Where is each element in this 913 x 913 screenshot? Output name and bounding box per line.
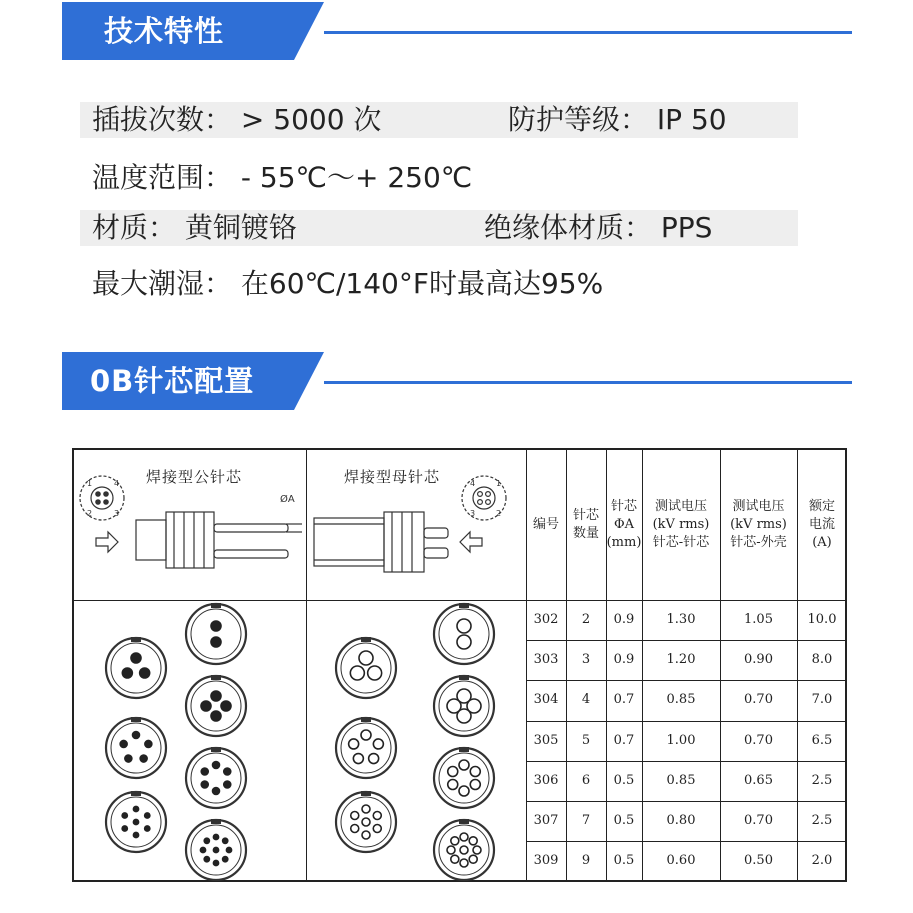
- spec-row-humidity: [80, 266, 798, 302]
- cell-pin-count: 3: [581, 652, 591, 667]
- female-face-3-pin-key: [361, 637, 371, 642]
- male-face-7-pin-pin: [133, 806, 138, 811]
- cell-voltage-pin-pin: 1.00: [666, 733, 696, 748]
- pin-number: 4: [114, 479, 120, 488]
- cell-model: 305: [533, 733, 559, 748]
- cell-voltage-pin-pin: 1.30: [666, 612, 696, 627]
- male-face-4-pin-pin: [201, 701, 211, 711]
- cell-voltage-pin-shell: 0.50: [744, 853, 773, 868]
- male-face-9-pin-pin: [223, 838, 228, 843]
- cell-model: 302: [533, 612, 559, 627]
- male-face-3-pin-pin: [131, 653, 141, 663]
- male-face-2-pin-pin: [211, 637, 221, 647]
- cell-voltage-pin-shell: 0.70: [744, 813, 773, 828]
- male-face-9-pin-pin: [204, 857, 209, 862]
- male-face-6-pin-key: [211, 747, 221, 752]
- pin-number: 2: [496, 509, 502, 518]
- male-face-7-pin-pin: [133, 832, 138, 837]
- female-face-3-pin-pin: [350, 666, 364, 680]
- spec-value: IP 50: [648, 103, 727, 136]
- spec-value: > 5000 次: [232, 103, 382, 136]
- header-pin-count: 针芯 数量: [572, 508, 599, 541]
- male-face-6-pin-pin: [213, 788, 220, 795]
- female-face-4-pin-key: [459, 675, 469, 680]
- male-face-5-pin-pin: [120, 740, 127, 747]
- female-face-7-pin-pin: [373, 825, 381, 833]
- female-face-6-pin-pin: [470, 780, 480, 790]
- female-face-9-pin-pin: [469, 837, 477, 845]
- dim-label: ØA: [280, 494, 295, 505]
- male-face-4-pin-pin: [211, 691, 221, 701]
- male-face-9-pin-key: [211, 819, 221, 824]
- male-face-6-pin-pin: [224, 768, 231, 775]
- cell-pin-diameter: 0.9: [613, 612, 635, 627]
- male-face-6-pin-pin: [201, 781, 208, 788]
- female-face-2-pin-pin: [457, 635, 471, 649]
- pin-number: 3: [114, 509, 120, 518]
- female-face-2-pin-pin: [457, 619, 471, 633]
- pin-number: 1: [496, 479, 502, 488]
- female-face-9-pin-pin: [447, 846, 455, 854]
- male-face-4-pin-pin: [211, 711, 221, 721]
- cell-pin-count: 2: [581, 612, 591, 627]
- cell-voltage-pin-shell: 1.05: [744, 612, 773, 627]
- cell-pin-diameter: 0.5: [613, 813, 635, 828]
- male-pin-title: 焊接型公针芯: [146, 468, 243, 486]
- female-face-9-pin-pin: [460, 846, 468, 854]
- female-face-9-pin-pin: [460, 833, 468, 841]
- female-face-5-pin-key: [361, 717, 371, 722]
- pins-section-title: 0B针芯配置: [62, 352, 294, 410]
- female-face-6-pin-pin: [448, 780, 458, 790]
- header-rated-current: 额定 电流 (A): [808, 499, 835, 550]
- male-face-4-pin: [186, 676, 246, 736]
- male-face-9-pin-pin: [223, 857, 228, 862]
- male-face-9-pin-pin: [204, 838, 209, 843]
- cell-pin-diameter: 0.7: [613, 733, 635, 748]
- pin-number: 1: [87, 479, 93, 488]
- cell-voltage-pin-pin: 0.80: [666, 813, 696, 828]
- female-face-5-pin-pin: [369, 754, 379, 764]
- cell-model: 307: [533, 813, 559, 828]
- cell-model: 306: [533, 773, 559, 788]
- cell-rated-current: 7.0: [811, 692, 833, 707]
- female-face-5-pin: [336, 718, 396, 778]
- female-face-6-pin-pin: [470, 767, 480, 777]
- male-face-7-pin-pin: [122, 813, 127, 818]
- male-face-9-pin-pin: [213, 834, 218, 839]
- cell-voltage-pin-shell: 0.90: [744, 652, 773, 667]
- cell-pin-diameter: 0.5: [613, 853, 635, 868]
- header-model: 编号: [532, 517, 559, 532]
- cell-voltage-pin-pin: 0.85: [666, 692, 696, 707]
- spec-value: - 55℃～+ 250℃: [232, 161, 473, 194]
- spec-value: 在60℃/140°F时最高达95%: [232, 267, 604, 300]
- male-face-7-pin-pin: [122, 826, 127, 831]
- tech-section-notch: [294, 2, 324, 60]
- spec-label: 最大潮湿：: [92, 267, 233, 300]
- male-face-9-pin-pin: [226, 847, 231, 852]
- cell-pin-count: 9: [581, 853, 591, 868]
- female-face-7-pin-pin: [362, 831, 370, 839]
- male-face-7-pin-pin: [145, 813, 150, 818]
- male-face-2-pin-pin: [211, 621, 221, 631]
- female-face-5-pin-pin: [353, 754, 363, 764]
- cell-voltage-pin-shell: 0.65: [744, 773, 773, 788]
- female-face-7-pin-pin: [373, 812, 381, 820]
- female-face-3-pin-pin: [368, 666, 382, 680]
- male-face-5-pin-pin: [133, 732, 140, 739]
- cell-voltage-pin-pin: 0.85: [666, 773, 696, 788]
- pin-number: 4: [470, 479, 476, 488]
- cell-pin-count: 6: [581, 773, 591, 788]
- cell-voltage-pin-pin: 0.60: [666, 853, 696, 868]
- male-face-6-pin: [186, 748, 246, 808]
- female-face-3-pin-pin: [359, 651, 373, 665]
- spec-row-durability: [80, 102, 798, 138]
- cell-pin-diameter: 0.7: [613, 692, 635, 707]
- pin-number: 3: [470, 509, 476, 518]
- pin-face-diagrams: [74, 600, 526, 882]
- female-face-9-pin-pin: [469, 855, 477, 863]
- cell-model: 309: [533, 853, 559, 868]
- header-test-voltage-pin-shell: 测试电压 (kV rms) 针芯-外壳: [730, 499, 787, 550]
- male-face-2-pin-key: [211, 603, 221, 608]
- spec-label: 绝缘体材质：: [484, 211, 653, 244]
- female-face-6-pin-pin: [459, 760, 469, 770]
- spec-row-material: [80, 210, 798, 246]
- spec-label: 插拔次数：: [92, 103, 233, 136]
- female-face-7-pin-pin: [351, 812, 359, 820]
- male-face-3-pin-key: [131, 637, 141, 642]
- female-face-6-pin: [434, 748, 494, 808]
- female-face-7-pin-key: [361, 791, 371, 796]
- cell-rated-current: 8.0: [811, 652, 833, 667]
- cell-pin-diameter: 0.5: [613, 773, 635, 788]
- pin-config-table: [72, 448, 847, 882]
- male-face-7-pin-key: [131, 791, 141, 796]
- female-face-2-pin: [434, 604, 494, 664]
- cell-model: 303: [533, 652, 559, 667]
- female-pin-title: 焊接型母针芯: [344, 468, 441, 486]
- male-face-7-pin-pin: [133, 819, 138, 824]
- female-face-6-pin-pin: [448, 767, 458, 777]
- spec-label: 防护等级：: [508, 103, 649, 136]
- spec-label: 材质：: [92, 211, 177, 244]
- female-face-9-pin-pin: [473, 846, 481, 854]
- header-test-voltage-pin-pin: 测试电压 (kV rms) 针芯-针芯: [652, 499, 710, 550]
- male-face-3-pin-pin: [122, 668, 132, 678]
- female-face-5-pin-pin: [373, 739, 383, 749]
- cell-pin-count: 5: [581, 733, 591, 748]
- male-face-6-pin-pin: [201, 768, 208, 775]
- male-face-5-pin-pin: [140, 755, 147, 762]
- cell-rated-current: 2.0: [811, 853, 833, 868]
- cell-pin-count: 4: [581, 692, 591, 707]
- male-face-7-pin-pin: [145, 826, 150, 831]
- spec-label: 温度范围：: [92, 161, 233, 194]
- pins-section-rule: [324, 381, 852, 384]
- male-face-2-pin: [186, 604, 246, 664]
- cell-pin-count: 7: [581, 813, 591, 828]
- male-face-9-pin-pin: [213, 860, 218, 865]
- cell-voltage-pin-shell: 0.70: [744, 733, 773, 748]
- female-face-9-pin-pin: [451, 855, 459, 863]
- male-face-6-pin-pin: [213, 762, 220, 769]
- male-connector-drawing: [74, 450, 306, 600]
- male-face-4-pin-key: [211, 675, 221, 680]
- cell-rated-current: 2.5: [811, 813, 833, 828]
- female-face-7-pin-pin: [351, 825, 359, 833]
- pins-section-header: [62, 352, 852, 410]
- female-face-5-pin-pin: [361, 730, 371, 740]
- male-face-6-pin-pin: [224, 781, 231, 788]
- female-connector-drawing: [306, 450, 526, 600]
- female-face-5-pin-pin: [349, 739, 359, 749]
- male-face-3-pin: [106, 638, 166, 698]
- tech-section-title: 技术特性: [62, 2, 294, 60]
- cell-rated-current: 2.5: [811, 773, 833, 788]
- female-face-7-pin-pin: [362, 818, 370, 826]
- spec-row-temperature: [80, 160, 798, 196]
- cell-pin-diameter: 0.9: [613, 652, 635, 667]
- cell-rated-current: 6.5: [811, 733, 833, 748]
- cell-rated-current: 10.0: [807, 612, 837, 627]
- male-face-5-pin: [106, 718, 166, 778]
- pin-number: 2: [87, 509, 93, 518]
- female-face-6-pin-pin: [459, 786, 469, 796]
- pins-section-notch: [294, 352, 324, 410]
- female-face-9-pin-pin: [451, 837, 459, 845]
- header-pin-diameter: 针芯 ΦA (mm): [606, 499, 642, 550]
- spec-value: PPS: [652, 211, 713, 244]
- male-face-3-pin-pin: [140, 668, 150, 678]
- female-face-4-pin: [434, 676, 494, 736]
- spec-value: 黄铜镀铬: [176, 211, 297, 244]
- male-face-4-pin-pin: [221, 701, 231, 711]
- tech-section-rule: [324, 31, 852, 34]
- female-face-9-pin-key: [459, 819, 469, 824]
- female-face-7-pin-pin: [362, 805, 370, 813]
- cell-model: 304: [533, 692, 559, 707]
- male-face-5-pin-pin: [125, 755, 132, 762]
- male-face-5-pin-key: [131, 717, 141, 722]
- female-face-3-pin: [336, 638, 396, 698]
- female-face-9-pin-pin: [460, 859, 468, 867]
- female-face-6-pin-key: [459, 747, 469, 752]
- male-face-9-pin-pin: [200, 847, 205, 852]
- cell-voltage-pin-pin: 1.20: [666, 652, 696, 667]
- male-face-9-pin-pin: [213, 847, 218, 852]
- cell-voltage-pin-shell: 0.70: [744, 692, 773, 707]
- female-face-4-pin-pin: [447, 699, 461, 713]
- tech-section-header: [62, 2, 852, 60]
- female-face-2-pin-key: [459, 603, 469, 608]
- male-face-5-pin-pin: [145, 740, 152, 747]
